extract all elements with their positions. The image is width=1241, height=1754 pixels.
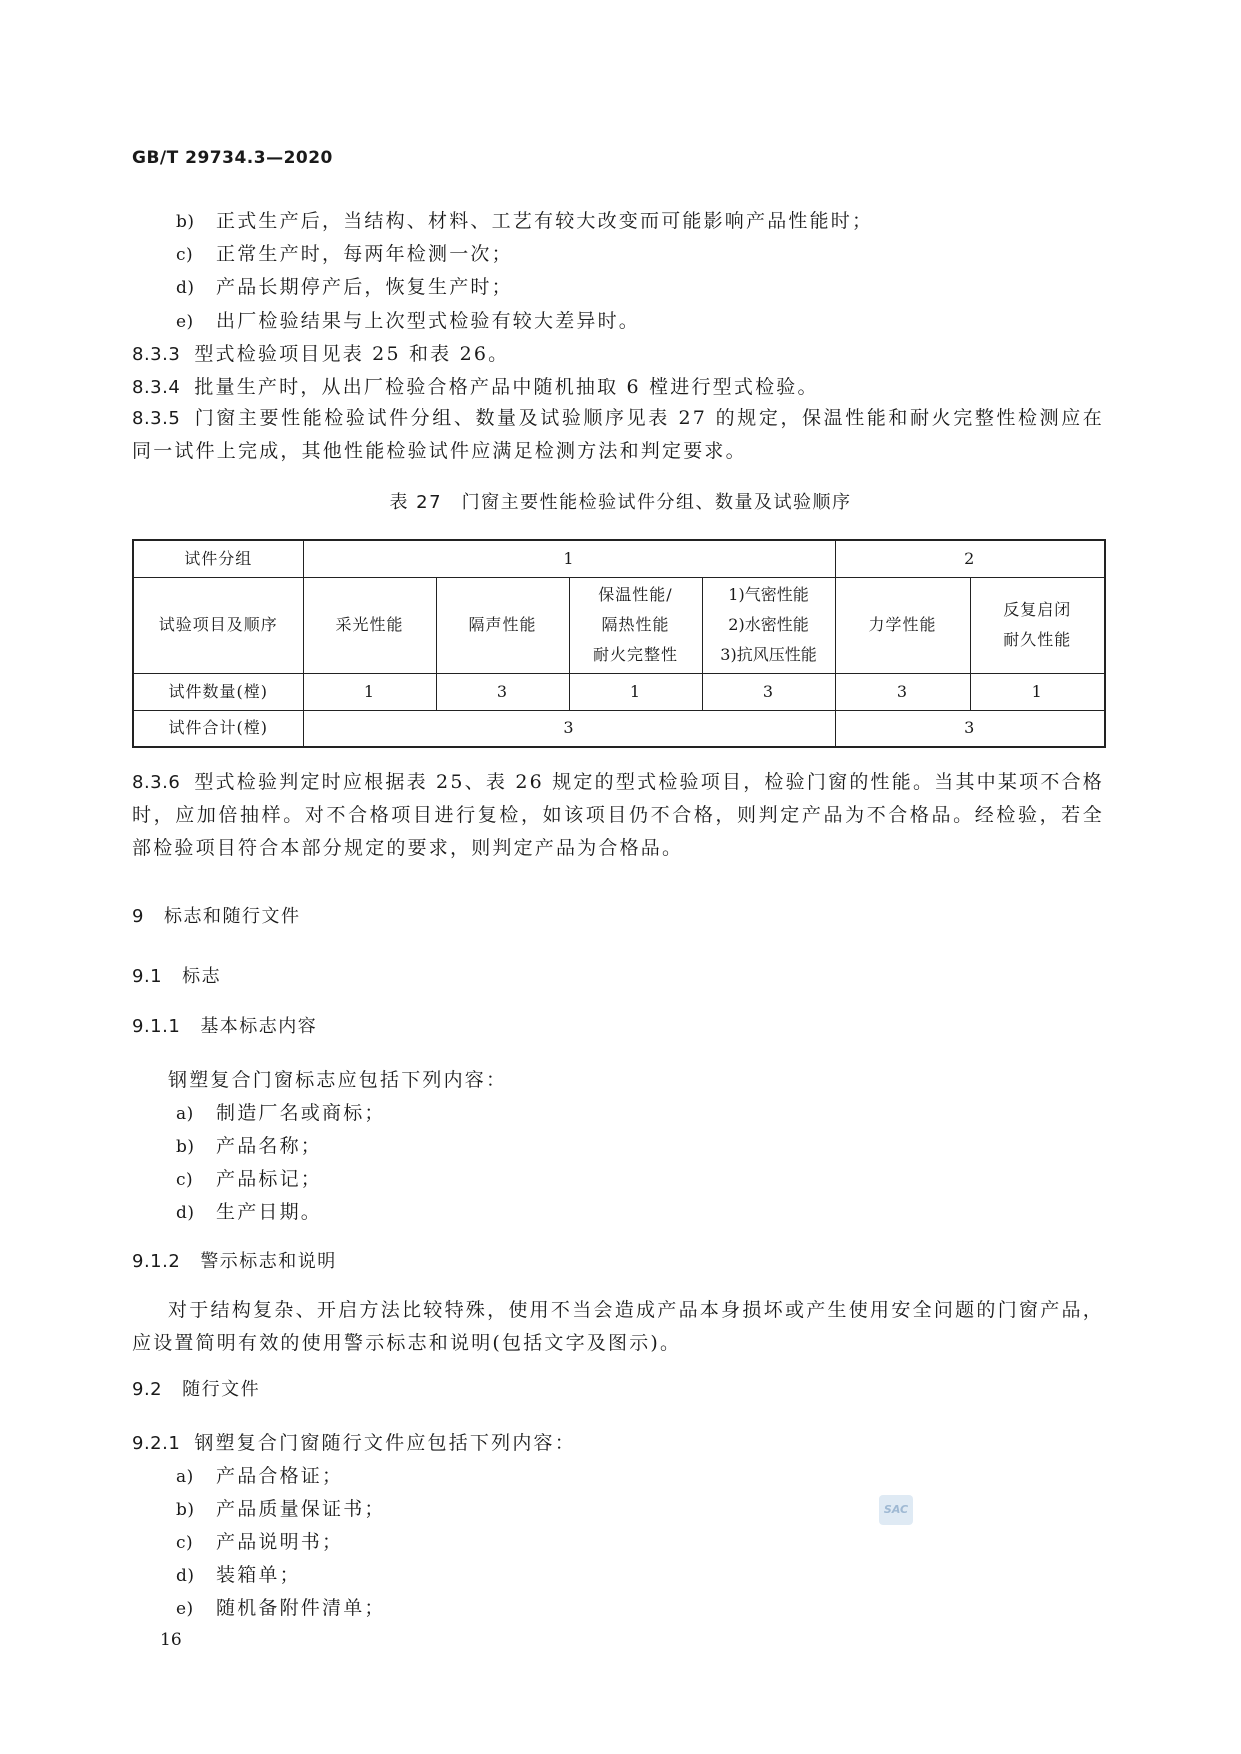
item-cell — [569, 577, 702, 673]
clause-text: 批量生产时，从出厂检验合格产品中随机抽取 6 樘进行型式检验。 — [194, 376, 819, 398]
list-text: 产品说明书； — [216, 1531, 344, 1553]
section-9-1-2-heading — [132, 1247, 337, 1273]
table-row — [133, 540, 1105, 577]
list-label: a) — [176, 1467, 194, 1487]
list-item — [176, 206, 873, 233]
section-number: 9 — [132, 906, 144, 927]
list-text: 制造厂名或商标； — [216, 1102, 386, 1124]
clause-number: 9.2.1 — [132, 1433, 181, 1454]
qty-cell: 3 — [702, 673, 835, 710]
table-title: 表 27 门窗主要性能检验试件分组、数量及试验顺序 — [389, 492, 852, 513]
header-cell: 试验项目及顺序 — [133, 577, 303, 673]
cell-line: 1)气密性能 — [728, 585, 809, 604]
list-text: 正常生产时，每两年检测一次； — [216, 243, 513, 265]
list-text: 产品长期停产后，恢复生产时； — [216, 276, 513, 298]
list-label: d) — [176, 278, 195, 298]
list-item — [176, 1461, 343, 1488]
total-cell: 3 — [835, 710, 1105, 747]
warning-paragraph: 对于结构复杂、开启方法比较特殊，使用不当会造成产品本身损坏或产生使用安全问题的门窗产品，应设置简明有效的使用警示标志和说明(包括文字及图示)。 — [132, 1299, 1104, 1354]
item-cell: 采光性能 — [303, 577, 436, 673]
list-item — [176, 1527, 343, 1554]
cell-line: 保温性能/ — [598, 585, 673, 604]
clause-8-3-4 — [132, 372, 819, 399]
clause-text: 钢塑复合门窗随行文件应包括下列内容： — [194, 1432, 576, 1454]
section-title: 标志 — [182, 966, 222, 987]
list-item — [176, 1164, 322, 1191]
list-text: 产品标记； — [216, 1168, 323, 1190]
cell-line: 隔热性能 — [601, 615, 670, 634]
cell-line: 反复启闭 — [1003, 600, 1072, 619]
clause-8-3-6 — [132, 766, 1104, 865]
list-text: 出厂检验结果与上次型式检验有较大差异时。 — [216, 310, 641, 332]
cell-line: 耐火完整性 — [592, 645, 678, 664]
qty-cell: 1 — [569, 673, 702, 710]
intro-text: 钢塑复合门窗标志应包括下列内容： — [168, 1069, 508, 1091]
standard-header: GB/T 29734.3—2020 — [132, 148, 333, 168]
section-number: 9.1.1 — [132, 1016, 181, 1037]
list-label: b) — [176, 212, 195, 232]
section-title: 随行文件 — [182, 1379, 261, 1400]
list-label: d) — [176, 1203, 195, 1223]
total-cell: 3 — [303, 710, 835, 747]
clause-text: 门窗主要性能检验试件分组、数量及试验顺序见表 27 的规定，保温性能和耐火完整性检测应在同一试件上完成，其他性能检验试件应满足检测方法和判定要求。 — [132, 407, 1104, 462]
cell-line: 2)水密性能 — [728, 615, 809, 634]
list-item — [176, 1098, 386, 1125]
section-9-1-1-heading — [132, 1012, 317, 1038]
section-9-1-heading — [132, 962, 221, 988]
section-number: 9.1 — [132, 966, 163, 987]
cell-line: 3)抗风压性能 — [720, 645, 817, 664]
list-item — [176, 306, 640, 333]
section-9-heading — [132, 902, 300, 928]
sac-watermark-logo: SAC — [879, 1495, 913, 1525]
table-row — [133, 673, 1105, 710]
clause-number: 8.3.4 — [132, 377, 181, 398]
section-title: 警示标志和说明 — [200, 1251, 337, 1272]
list-label: d) — [176, 1566, 195, 1586]
qty-cell: 3 — [436, 673, 569, 710]
clause-8-3-3 — [132, 339, 509, 366]
list-item — [176, 1593, 386, 1620]
clause-text: 型式检验判定时应根据表 25、表 26 规定的型式检验项目，检验门窗的性能。当其中某项不合格时，应加倍抽样。对不合格项目进行复检，如该项目仍不合格，则判定产品为不合格品。经检验，若全部检验项目符合本部分规定的要求，则判定产品为合格品。 — [132, 771, 1104, 859]
clause-number: 8.3.5 — [132, 408, 181, 429]
clause-text: 型式检验项目见表 25 和表 26。 — [194, 343, 510, 365]
clause-number: 8.3.3 — [132, 344, 181, 365]
section-title: 基本标志内容 — [200, 1016, 318, 1037]
group-cell: 2 — [835, 540, 1105, 577]
list-item — [176, 272, 513, 299]
table-27 — [132, 539, 1106, 748]
list-label: b) — [176, 1137, 195, 1157]
list-label: c) — [176, 245, 194, 265]
page-number: 16 — [160, 1630, 182, 1650]
list-text: 产品名称； — [216, 1135, 323, 1157]
list-item — [176, 1131, 322, 1158]
list-item — [176, 1494, 386, 1521]
list-label: c) — [176, 1170, 194, 1190]
item-cell — [970, 577, 1105, 673]
list-label: e) — [176, 312, 194, 332]
item-cell: 隔声性能 — [436, 577, 569, 673]
section-9-2-heading — [132, 1375, 260, 1401]
section-number: 9.1.2 — [132, 1251, 181, 1272]
header-cell: 试件数量(樘) — [133, 673, 303, 710]
header-cell: 试件分组 — [133, 540, 303, 577]
list-item — [176, 1560, 301, 1587]
qty-cell: 3 — [835, 673, 970, 710]
list-text: 装箱单； — [216, 1564, 301, 1586]
list-text: 生产日期。 — [216, 1201, 323, 1223]
cell-line: 耐久性能 — [1003, 630, 1072, 649]
clause-number: 8.3.6 — [132, 772, 181, 793]
list-item — [176, 239, 513, 266]
qty-cell: 1 — [303, 673, 436, 710]
list-label: b) — [176, 1500, 195, 1520]
group-cell: 1 — [303, 540, 835, 577]
clause-8-3-5 — [132, 402, 1104, 468]
list-text: 产品质量保证书； — [216, 1498, 386, 1520]
list-item — [176, 1197, 322, 1224]
table-row — [133, 710, 1105, 747]
list-label: c) — [176, 1533, 194, 1553]
list-label: a) — [176, 1104, 194, 1124]
section-number: 9.2 — [132, 1379, 163, 1400]
list-label: e) — [176, 1599, 194, 1619]
list-text: 产品合格证； — [216, 1465, 344, 1487]
table-row — [133, 577, 1105, 673]
list-text: 正式生产后，当结构、材料、工艺有较大改变而可能影响产品性能时； — [216, 210, 874, 232]
header-cell: 试件合计(樘) — [133, 710, 303, 747]
clause-9-2-1 — [132, 1428, 576, 1455]
item-cell: 力学性能 — [835, 577, 970, 673]
qty-cell: 1 — [970, 673, 1105, 710]
section-title: 标志和随行文件 — [163, 906, 301, 927]
item-cell — [702, 577, 835, 673]
list-text: 随机备附件清单； — [216, 1597, 386, 1619]
